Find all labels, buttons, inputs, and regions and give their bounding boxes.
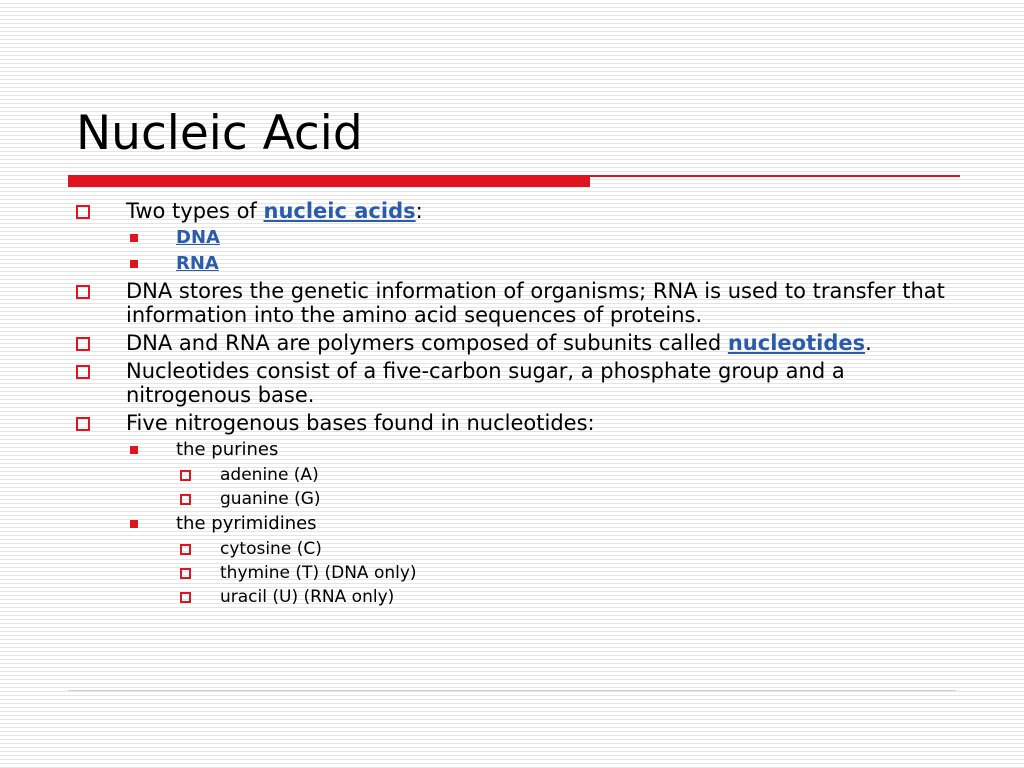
footer-divider [68, 690, 956, 691]
sub-bullet-rna [76, 253, 956, 275]
bullet-text: thymine (T) (DNA only) [220, 563, 417, 583]
hollow-square-icon [180, 494, 191, 505]
bullet-text-suffix: : [415, 199, 423, 223]
nucleic-acids-link[interactable]: nucleic acids [263, 199, 416, 223]
hollow-square-icon [76, 337, 90, 351]
hollow-square-icon [180, 544, 191, 555]
sub-sub-bullet-cytosine [76, 539, 956, 559]
bullet-text: the pyrimidines [176, 513, 317, 534]
title-underline-thick [68, 175, 590, 187]
slide-title: Nucleic Acid [76, 106, 363, 161]
bullet-two-types [76, 199, 956, 223]
title-underline-thin [590, 175, 960, 177]
hollow-square-icon [180, 568, 191, 579]
bullet-text-prefix: Two types of [126, 199, 264, 223]
bullet-dna-stores [76, 279, 956, 327]
hollow-square-icon [76, 365, 90, 379]
filled-square-icon [130, 260, 138, 268]
sub-sub-bullet-adenine [76, 465, 956, 485]
sub-sub-bullet-thymine [76, 563, 956, 583]
bullet-text: cytosine (C) [220, 539, 322, 559]
hollow-square-icon [76, 205, 90, 219]
sub-bullet-purines [76, 439, 956, 461]
filled-square-icon [130, 520, 138, 528]
nucleotides-link[interactable]: nucleotides [727, 331, 866, 355]
filled-square-icon [130, 234, 138, 242]
bullet-text: the purines [176, 439, 279, 460]
bullet-text: uracil (U) (RNA only) [220, 587, 395, 607]
rna-link[interactable]: RNA [176, 253, 219, 274]
sub-sub-bullet-uracil [76, 587, 956, 607]
bullet-polymers [76, 331, 956, 355]
bullet-text-suffix: . [865, 331, 872, 355]
bullet-text-prefix: DNA and RNA are polymers composed of subunits called [126, 331, 728, 355]
hollow-square-icon [76, 417, 90, 431]
bullet-text: adenine (A) [220, 465, 319, 485]
bullet-five-bases [76, 411, 956, 435]
bullet-text: Five nitrogenous bases found in nucleotides: [126, 411, 595, 435]
dna-link[interactable]: DNA [176, 227, 220, 248]
sub-bullet-dna [76, 227, 956, 249]
bullet-text: Nucleotides consist of a five-carbon sugar, a phosphate group and a nitrogenous base. [126, 359, 845, 407]
sub-bullet-pyrimidines [76, 513, 956, 535]
sub-sub-bullet-guanine [76, 489, 956, 509]
filled-square-icon [130, 446, 138, 454]
bullet-text: DNA stores the genetic information of organisms; RNA is used to transfer that information into the amino acid sequences of proteins. [126, 279, 945, 327]
bullet-nucleotides-consist [76, 359, 956, 407]
bullet-text: guanine (G) [220, 489, 321, 509]
hollow-square-icon [76, 285, 90, 299]
hollow-square-icon [180, 592, 191, 603]
hollow-square-icon [180, 470, 191, 481]
slide-content [76, 199, 956, 611]
